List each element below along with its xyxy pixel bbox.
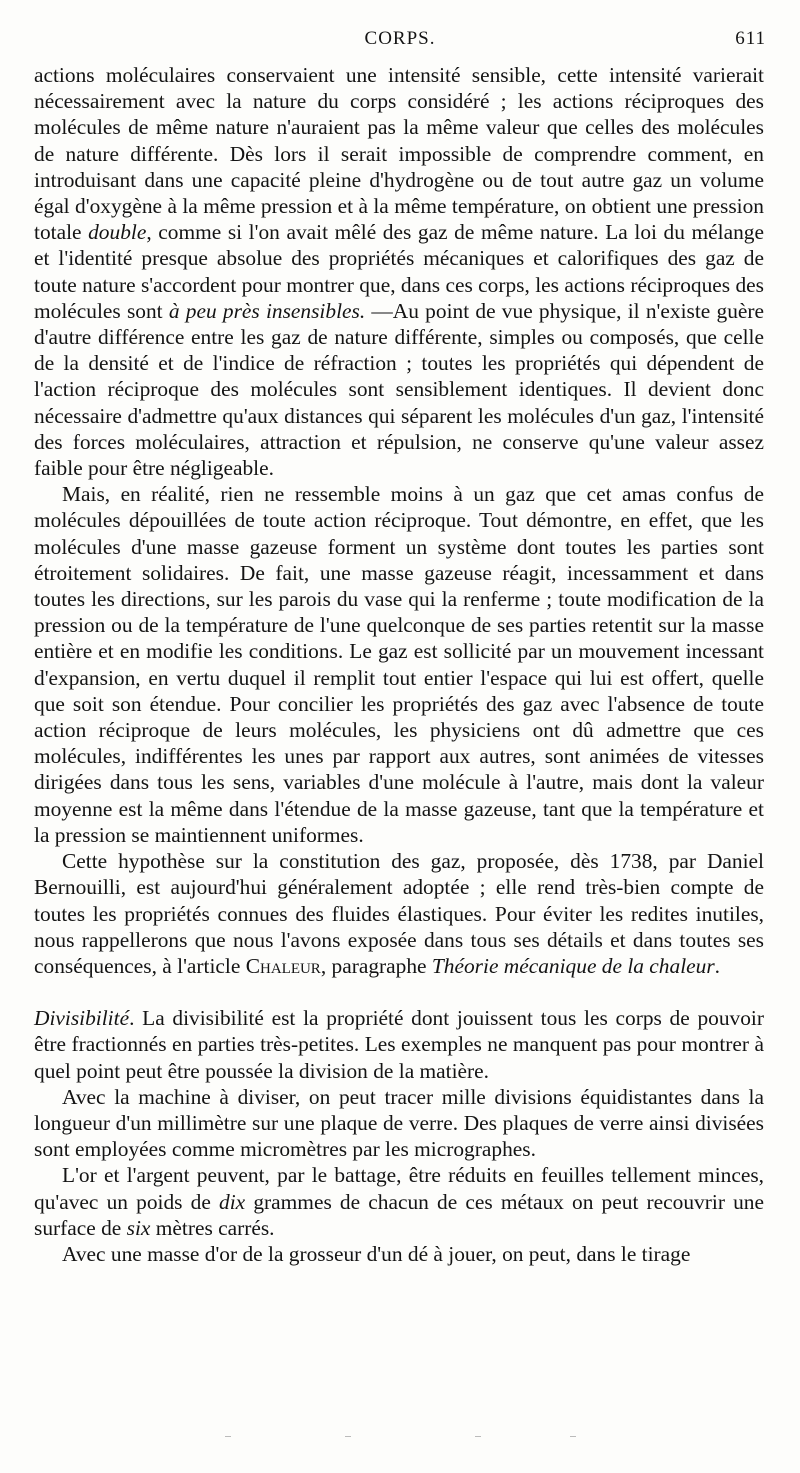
scan-mark [225,1436,231,1437]
paragraph-gold-leaf [34,1162,764,1241]
text-run: . [714,953,721,978]
text-run: Avec une masse d'or de la grosseur d'un dé à jouer, on peut, dans le tirage [62,1241,691,1266]
text-run: Cette hypothèse sur la constitution des gaz, proposée, dès 1738, par Daniel Bernouilli, est aujourd'hui généralement adoptée ; elle rend très-bien compte de toutes les propriétés connues des fluides élastiques. Pour éviter les redites inutiles, nous rappellerons que nous l'avons exposée dans tous ses détails et dans toutes ses conséquences, à l'article [34,849,764,978]
text-run: mètres carrés. [150,1215,275,1240]
emphasis: à peu près insensibles. [168,298,366,323]
scan-mark [345,1436,351,1437]
text-run: actions moléculaires conservaient une intensité sensible, cette intensité varierait nécessairement avec la nature du corps considéré ; les actions réciproques des molécules de même nature n'auraient pas la même valeur que celles des molécules de nature différente. Dès lors il serait impossible de comprendre comment, en introduisant dans une capacité pleine d'hydrogène ou de tout autre gaz un volume égal d'oxygène à la même pression et à la même température, on obtient une pression totale [34,63,764,245]
scan-mark [570,1436,576,1437]
body-text [34,62,764,1267]
running-header [34,28,766,56]
section-reference: Théorie mécanique de la chaleur [431,953,715,978]
text-run: Mais, en réalité, rien ne ressemble moins à un gaz que cet amas confus de molécules dépouillées de toute action réciproque. Tout démontre, en effet, que les molécules d'une masse gazeuse forment un système dont toutes les parties sont étroitement solidaires. De fait, une masse gazeuse réagit, incessamment et dans toutes les directions, sur les parois du vase qui la renferme ; toute modification de la pression ou de la température de l'une quelconque de ses parties retentit sur la masse entière et en modifie les conditions. Le gaz est sollicité par un mouvement incessant d'expansion, en vertu duquel il remplit tout entier l'espace qui lui est offert, quelle que soit son étendue. Pour concilier les propriétés des gaz avec l'absence de toute action réciproque de leurs molécules, les physiciens ont dû admettre que ces molécules, indifférentes les unes par rapport aux autres, sont animées de vitesses dirigées dans tous les sens, variables d'une molécule à l'autre, mais dont la valeur moyenne est la même dans l'étendue de la masse gazeuse, tant que la température et la pression se maintiennent uniformes. [34,482,764,847]
section-heading: Divisibilité [34,1006,130,1031]
text-run: grammes de chacun de ces métaux on peut recouvrir une surface de [34,1189,764,1240]
text-run: , comme si l'on avait mêlé des gaz de même nature. La loi du mélange et l'identité presque absolue des propriétés mécaniques et calorifiques des gaz de toute nature s'accordent pour montrer que, dans ces corps, les actions réciproques des molécules sont [34,220,764,323]
paragraph-divisibility [34,1005,764,1084]
paragraph-gas-interactions [34,62,764,481]
paragraph-gold-mass [34,1241,764,1267]
paragraph-dividing-machine [34,1084,764,1163]
page-number: 611 [735,28,766,49]
paragraph-bernoulli-hypothesis [34,848,764,979]
scan-marks [0,1436,800,1442]
running-title: CORPS. [364,28,436,49]
paragraph-gas-system [34,481,764,848]
article-reference: Chaleur [245,953,321,978]
text-run: L'or et l'argent peuvent, par le battage, être réduits en feuilles tellement minces, qu'avec un poids de [34,1163,764,1214]
text-run: —Au point de vue physique, il n'existe guère d'autre différence entre les gaz de nature différente, simples ou composés, que celle de la densité et de l'indice de réfraction ; toutes les propriétés qui dépendent de l'action réciproque des molécules sont sensiblement identiques. Il devient donc nécessaire d'admettre qu'aux distances qui séparent les molécules d'un gaz, l'intensité des forces moléculaires, attraction et répulsion, ne conserve qu'une valeur assez faible pour être négligeable. [34,298,765,481]
emphasis: six [126,1215,151,1240]
text-run: , paragraphe [320,953,432,978]
emphasis: double [88,220,147,245]
scan-mark [475,1436,481,1437]
text-run: . La divisibilité est la propriété dont jouissent tous les corps de pouvoir être fractionnés en parties très-petites. Les exemples ne manquent pas pour montrer à quel point peut être poussée la division de la matière. [34,1006,764,1083]
text-run: Avec la machine à diviser, on peut tracer mille divisions équidistantes dans la longueur d'un millimètre sur une plaque de verre. Des plaques de verre ainsi divisées sont employées comme micromètres par les micrographes. [34,1084,764,1162]
emphasis: dix [219,1189,246,1214]
